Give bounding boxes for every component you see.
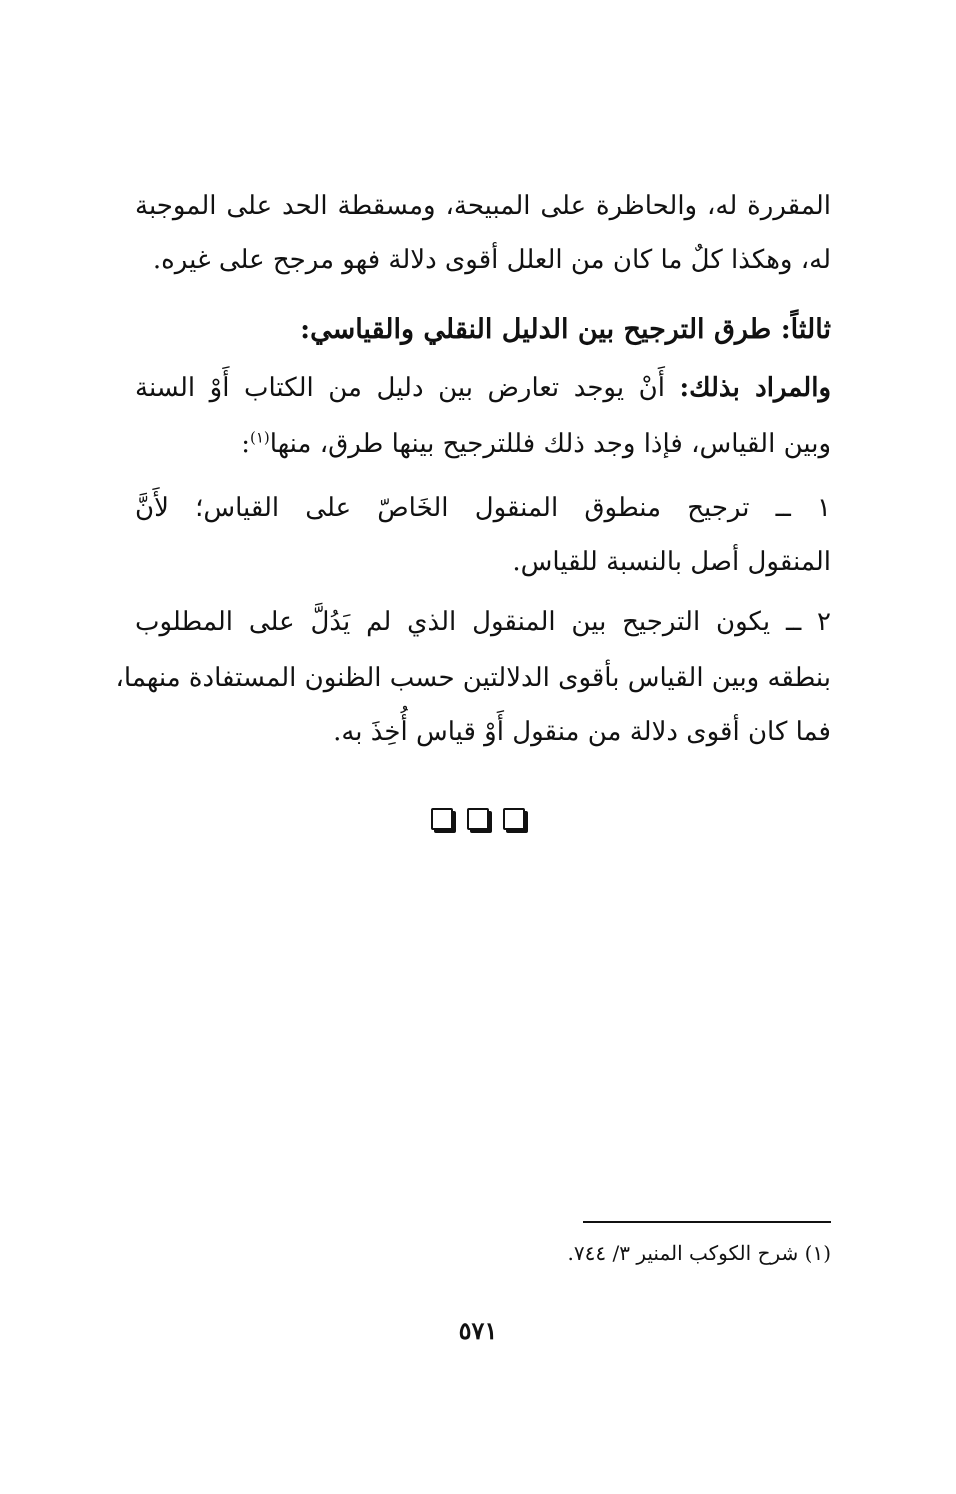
list-item-2-line-1: ٢ ــ يكون الترجيح بين المنقول الذي لم يَدُلَّ على المطلوب: [135, 607, 831, 637]
paragraph-2-line-2-text: وبين القياس، فإذا وجد ذلك فللترجيح بينها طرق، منها: [269, 429, 831, 459]
list-item-2-line-3: فما كان أقوى دلالة من منقول أَوْ قياس أُخِذَ به.: [333, 717, 831, 747]
list-item-1-line-2: المنقول أصل بالنسبة للقياس.: [512, 547, 831, 577]
paragraph-2-line-1-text: أَنْ يوجد تعارض بين دليل من الكتاب أَوْ السنة: [135, 373, 680, 403]
list-item-1-line-1: ١ ــ ترجيح منطوق المنقول الخَاصّ على القياس؛ لأَنَّ: [135, 493, 831, 523]
square-ornament-icon: [503, 808, 525, 830]
square-ornament-icon: [467, 808, 489, 830]
footnote-reference: (١): [249, 428, 270, 447]
list-item-2-line-2: بنطقه وبين القياس بأقوى الدلالتين حسب الظنون المستفادة منهما،: [115, 663, 831, 693]
paragraph-2-lead: والمراد بذلك:: [679, 373, 832, 403]
paragraph-2-line-2: [135, 424, 831, 464]
footnote-divider: [583, 1221, 831, 1223]
square-ornament-icon: [431, 808, 453, 830]
paragraph-1-line-2: له، وهكذا كلٌ ما كان من العلل أقوى دلالة فهو مرجح على غيره.: [152, 245, 831, 275]
section-heading: ثالثاً: طرق الترجيح بين الدليل النقلي والقياسي:: [300, 314, 831, 345]
paragraph-2-line-1: [135, 368, 831, 408]
footnote: (١) شرح الكوكب المنير ٣/ ٧٤٤.: [567, 1241, 831, 1265]
page-number: ٥٧١: [458, 1316, 498, 1345]
paragraph-2-line-2-colon: :: [241, 429, 250, 459]
paragraph-1-line-1: المقررة له، والحاظرة على المبيحة، ومسقطة الحد على الموجبة: [135, 191, 831, 221]
section-separator-ornament: [0, 808, 956, 830]
